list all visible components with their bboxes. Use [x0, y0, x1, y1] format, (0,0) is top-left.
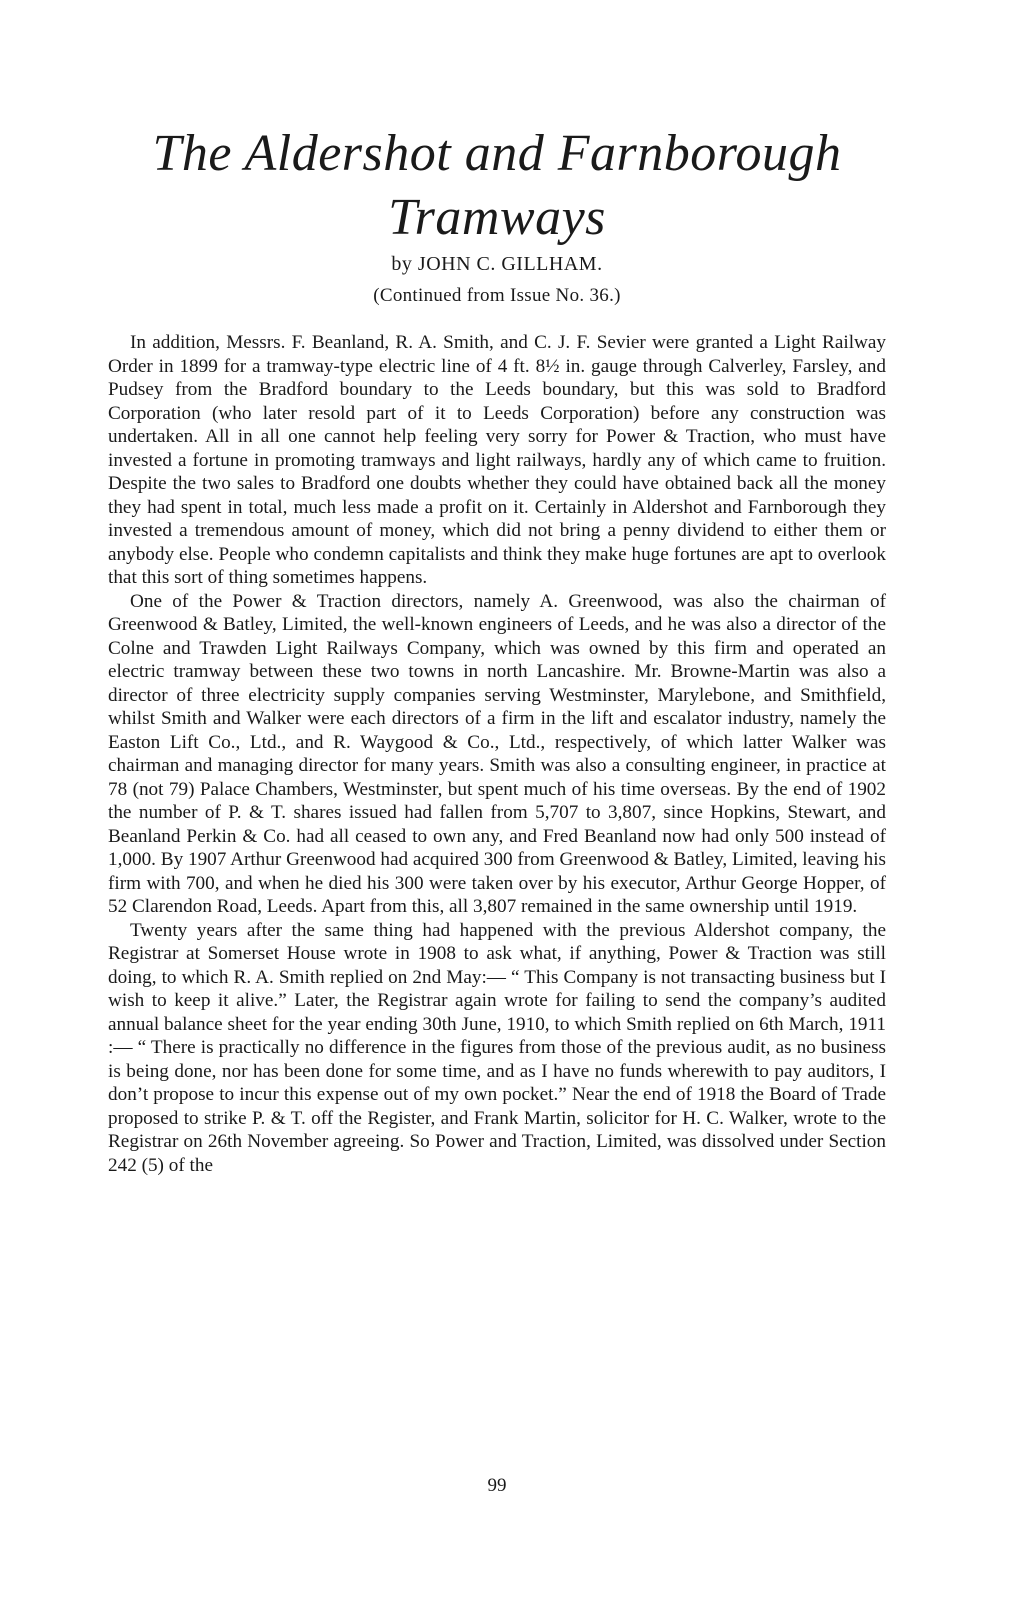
continued-note: (Continued from Issue No. 36.)	[373, 285, 621, 306]
body-paragraph: Twenty years after the same thing had happened with the previous Aldershot company, the Registrar at Somerset House wrote in 1908 to ask what, if anything, Power & Traction was still doing, to which R. A. Smith replied on 2nd May:— “ This Company is not transacting business but I wish to keep it alive.” Later, the Registrar again wrote for failing to send the company’s audited annual balance sheet for the year ending 30th June, 1910, to which Smith replied on 6th March, 1911 :— “ There is practically no difference in the figures from those of the previous audit, as no business is being done, nor has been done for some time, and as I have no funds wherewith to pay auditors, I don’t propose to incur this expense out of my own pocket.” Near the end of 1918 the Board of Trade proposed to strike P. & T. off the Register, and Frank Martin, solicitor for H. C. Walker, wrote to the Registrar on 26th November agreeing. So Power and Traction, Limited, was dissolved under Section 242 (5) of the	[108, 919, 886, 1176]
article-byline: by JOHN C. GILLHAM.	[391, 253, 603, 275]
body-paragraph: One of the Power & Traction directors, namely A. Greenwood, was also the chairman of Greenwood & Batley, Limited, the well-known engineers of Leeds, and he was also a director of the Colne and Trawden Light Railways Company, which was owned by this firm and operated an electric tramway between these two towns in north Lancashire. Mr. Browne-Martin was also a director of three electricity supply companies serving Westminster, Marylebone, and Smithfield, whilst Smith and Walker were each directors of a firm in the lift and escalator industry, namely the Easton Lift Co., Ltd., and R. Waygood & Co., Ltd., respectively, of which latter Walker was chairman and managing director for many years. Smith was also a consulting engineer, in practice at 78 (not 79) Palace Chambers, Westminster, but spent much of his time overseas. By the end of 1902 the number of P. & T. shares issued had fallen from 5,707 to 3,807, since Hopkins, Stewart, and Beanland Perkin & Co. had all ceased to own any, and Fred Beanland now had only 500 instead of 1,000. By 1907 Arthur Greenwood had acquired 300 from Greenwood & Batley, Limited, leaving his firm with 700, and when he died his 300 were taken over by his executor, Arthur George Hopper, of 52 Clarendon Road, Leeds. Apart from this, all 3,807 remained in the same ownership until 1919.	[108, 590, 886, 917]
article-title	[108, 122, 886, 250]
document-page	[108, 0, 886, 1600]
article-body	[108, 331, 886, 1177]
body-paragraph: In addition, Messrs. F. Beanland, R. A. Smith, and C. J. F. Sevier were granted a Light Railway Order in 1899 for a tramway-type electric line of 4 ft. 8½ in. gauge through Calverley, Farsley, and Pudsey from the Bradford boundary to the Leeds boundary, but this was sold to Bradford Corporation (who later resold part of it to Leeds Corporation) before any construction was undertaken. All in all one cannot help feeling very sorry for Power & Traction, who must have invested a fortune in promoting tramways and light railways, hardly any of which came to fruition. Despite the two sales to Bradford one doubts whether they could have obtained back all the money they had spent in total, much less made a profit on it. Certainly in Aldershot and Farnborough they invested a tremendous amount of money, which did not bring a penny dividend to either them or anybody else. People who condemn capitalists and think they make huge fortunes are apt to overlook that this sort of thing sometimes happens.	[108, 332, 886, 588]
page-number: 99	[487, 1475, 507, 1496]
article-title-line-1: The Aldershot and Farnborough	[152, 125, 842, 182]
article-title-line-2: Tramways	[388, 189, 606, 246]
